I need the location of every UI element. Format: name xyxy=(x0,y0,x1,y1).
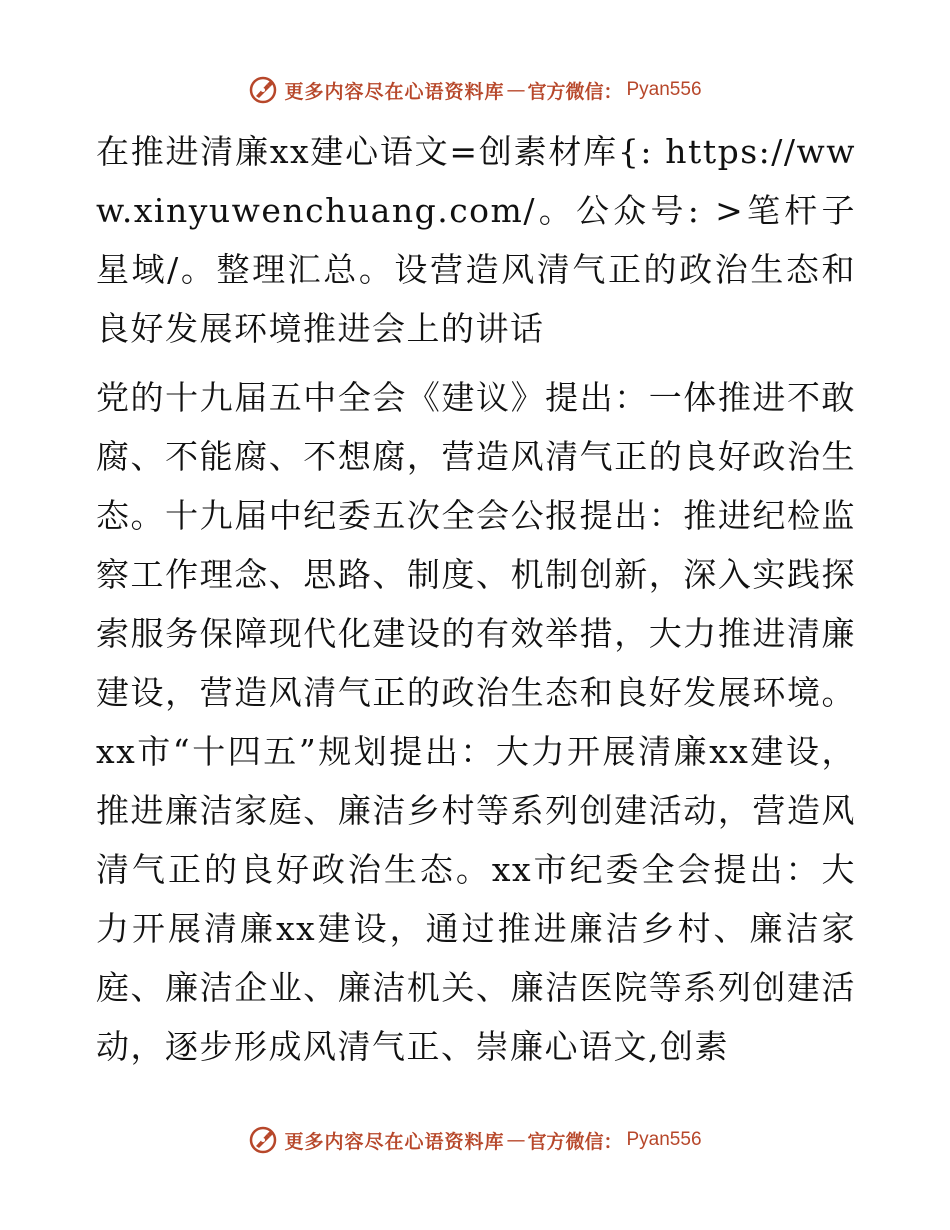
pen-nib-circle-icon xyxy=(248,1125,278,1155)
banner-separator: — xyxy=(506,1129,526,1151)
banner-slogan: 更多内容尽在心语资料库 xyxy=(284,80,505,103)
banner-slogan: 更多内容尽在心语资料库 xyxy=(284,1130,505,1153)
document-body xyxy=(96,122,856,1076)
header-banner xyxy=(0,70,950,110)
banner-wechat-id: Pyan556 xyxy=(626,1129,702,1150)
footer-banner xyxy=(0,1120,950,1160)
banner-wechat-label: 官方微信： xyxy=(527,80,623,103)
pen-nib-circle-icon xyxy=(248,75,278,105)
banner-separator: — xyxy=(506,79,526,101)
document-paragraph-body: 党的十九届五中全会《建议》提出：一体推进不敢腐、不能腐、不想腐，营造风清气正的良好政治生态。十九届中纪委五次全会公报提出：推进纪检监察工作理念、思路、制度、机制创新，深入实践探索服务保障现代化建设的有效举措，大力推进清廉建设，营造风清气正的政治生态和良好发展环境。xx市“十四五”规划提出：大力开展清廉xx建设，推进廉洁家庭、廉洁乡村等系列创建活动，营造风清气正的良好政治生态。xx市纪委全会提出：大力开展清廉xx建设，通过推进廉洁乡村、廉洁家庭、廉洁企业、廉洁机关、廉洁医院等系列创建活动，逐步形成风清气正、崇廉心语文,创素 xyxy=(96,378,856,1066)
banner-wechat-id: Pyan556 xyxy=(626,79,702,100)
banner-wechat-label: 官方微信： xyxy=(527,1130,623,1153)
document-paragraph-title: 在推进清廉xx建心语文=创素材库{: https://www.xinyuwenchuang.com/。公众号: >笔杆子星域/。整理汇总。设营造风清气正的政治生态和良好发展环境推进会上的讲话 xyxy=(96,132,856,348)
